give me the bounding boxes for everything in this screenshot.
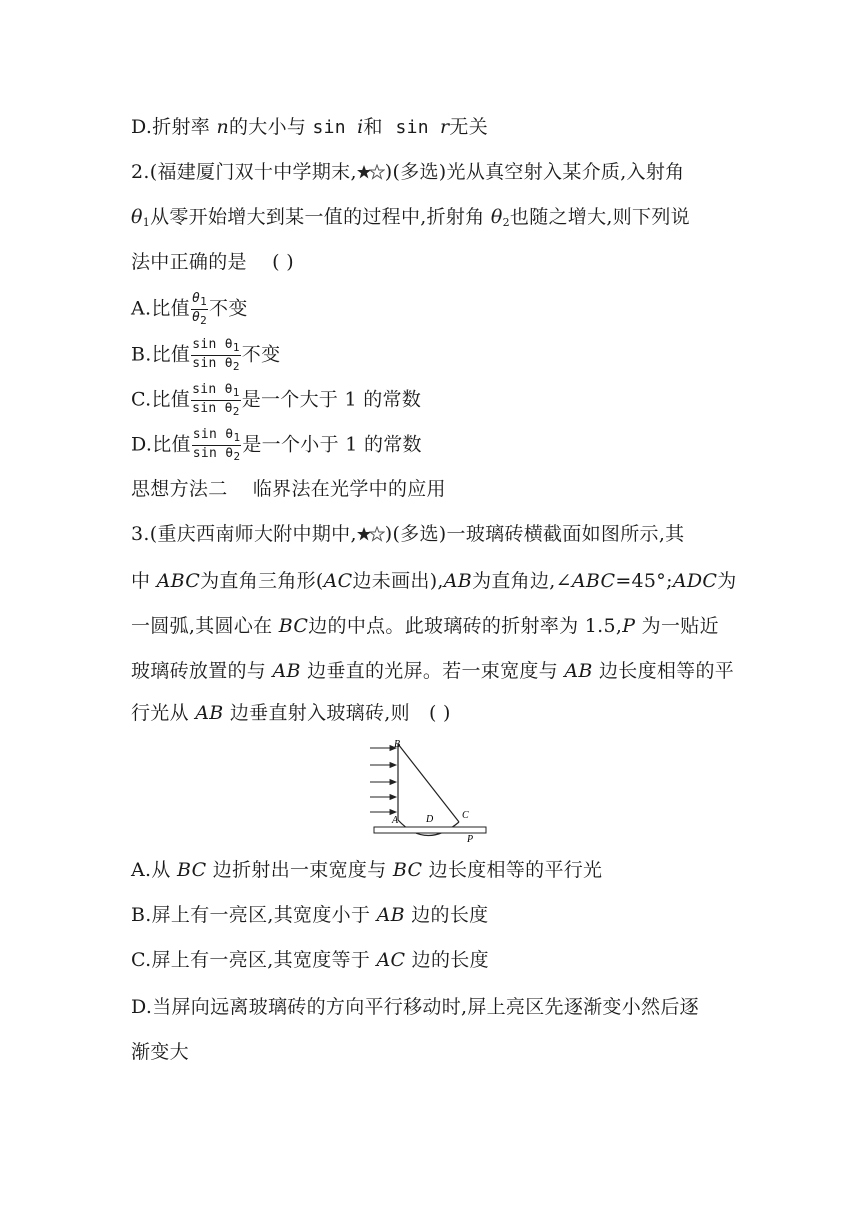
answer-bracket[interactable]: ( ) (428, 702, 451, 724)
text: 边长度相等的平 (592, 660, 735, 682)
difficulty-star-icon (357, 164, 385, 180)
text: 法中正确的是 (131, 251, 247, 273)
text: 边的长度 (404, 904, 489, 926)
sub: 2 (232, 360, 240, 373)
glass-brick-diagram (368, 738, 490, 844)
var: AB (443, 570, 473, 592)
text: 边未画出), (352, 570, 444, 592)
text: 边长度相等的平行光 (422, 859, 603, 881)
label-d: D (426, 814, 434, 825)
q1-option-d[interactable] (131, 113, 488, 142)
text: 为直角三角形( (200, 570, 324, 592)
var: BC (177, 859, 207, 881)
section-heading: 思想方法二 临界法在光学中的应用 (131, 478, 446, 500)
q3-option-c[interactable] (131, 946, 489, 974)
text: 和 (363, 116, 390, 138)
sub: 1 (233, 431, 241, 444)
q3-stem-line1 (131, 520, 684, 548)
denominator: θ (191, 310, 201, 325)
text: )(多选)一玻璃砖横截面如图所示,其 (384, 523, 685, 545)
text: 为一贴近 (635, 615, 719, 637)
q2-option-a[interactable] (131, 291, 248, 328)
incident-light-arrows (370, 746, 396, 815)
q3-stem-line2 (131, 567, 737, 595)
var: ABC (156, 570, 201, 592)
text: 的大小与 (228, 116, 313, 138)
sub: 2 (232, 405, 240, 418)
q3-option-a[interactable] (131, 856, 602, 884)
difficulty-star-icon (357, 526, 385, 542)
var: P (622, 615, 636, 637)
text: 不变 (209, 297, 248, 320)
sub: 2 (502, 216, 510, 229)
theta: θ (131, 206, 143, 228)
answer-bracket[interactable]: ( ) (272, 251, 294, 273)
fraction (192, 427, 242, 464)
sub: 2 (233, 450, 241, 463)
denominator: sin θ (192, 356, 233, 371)
denominator: sin θ (192, 401, 233, 416)
label-a: A (392, 815, 399, 826)
var: AC (376, 949, 406, 971)
text: 是一个小于 1 的常数 (242, 433, 422, 456)
text: A.从 (131, 859, 178, 881)
text: 一圆弧,其圆心在 (131, 615, 279, 637)
numerator: sin θ (192, 427, 234, 442)
sub: 1 (232, 341, 240, 354)
text: C.屏上有一亮区,其宽度等于 (131, 949, 377, 971)
text: 行光从 (131, 702, 196, 724)
text: B.屏上有一亮区,其宽度小于 (131, 904, 377, 926)
sub: 1 (232, 386, 240, 399)
sin-text: sin (395, 117, 441, 138)
fraction (191, 382, 241, 419)
sub: 1 (200, 295, 208, 308)
text: 为直角边,∠ (472, 570, 572, 592)
text: 为 (717, 570, 737, 592)
q3-stem-line5 (131, 699, 451, 727)
text: C.比值 (131, 388, 191, 411)
var-r: r (440, 116, 450, 138)
text: 也随之增大,则下列说 (509, 206, 690, 228)
text: =45°; (615, 570, 673, 592)
text: 从零开始增大到某一值的过程中,折射角 (150, 206, 491, 228)
text: D.折射率 (131, 116, 217, 138)
label-b: B (394, 739, 401, 750)
var: AB (376, 904, 405, 926)
var: AB (564, 660, 593, 682)
var: BC (392, 859, 423, 881)
var: AB (272, 660, 301, 682)
text: A.比值 (131, 297, 190, 320)
var-i: i (357, 116, 364, 138)
text: 中 (131, 570, 157, 592)
text: 边垂直射入玻璃砖,则 (223, 702, 410, 724)
text: )(多选)光从真空射入某介质,入射角 (384, 161, 685, 183)
text: 边垂直的光屏。若一束宽度与 (300, 660, 565, 682)
numerator: sin θ (192, 337, 233, 352)
text: 是一个大于 1 的常数 (241, 388, 422, 411)
sin-text: sin (312, 117, 358, 138)
var: AC (323, 570, 353, 592)
text: 边折射出一束宽度与 (206, 859, 393, 881)
denominator: sin θ (192, 446, 234, 461)
label-c: C (462, 810, 469, 821)
text: 3.(重庆西南师大附中期中, (131, 523, 357, 545)
text: D.比值 (131, 433, 191, 456)
numerator: sin θ (192, 382, 233, 397)
text: 玻璃砖放置的与 (131, 660, 273, 682)
screen-p (374, 827, 486, 833)
var: ABC (571, 570, 616, 592)
q2-option-b[interactable] (131, 337, 280, 374)
q2-stem-line2 (131, 203, 690, 237)
fraction (191, 291, 208, 328)
text: 边的中点。此玻璃砖的折射率为 1.5, (308, 615, 623, 637)
text: 边的长度 (405, 949, 489, 971)
q3-option-d-line2: 渐变大 (131, 1041, 189, 1063)
var: ADC (672, 570, 718, 592)
var: AB (195, 702, 224, 724)
q2-stem-line1 (131, 158, 684, 186)
var-n: n (216, 116, 229, 138)
q3-stem-line4 (131, 657, 734, 685)
q3-option-d-line1[interactable]: D.当屏向远离玻璃砖的方向平行移动时,屏上亮区先逐渐变小然后逐 (131, 996, 699, 1018)
label-p: P (467, 834, 474, 844)
fraction (191, 337, 241, 374)
text: 2.(福建厦门双十中学期末, (131, 161, 357, 183)
text: B.比值 (131, 343, 191, 366)
var: BC (278, 615, 309, 637)
q2-stem-line3 (131, 248, 294, 276)
numerator: θ (191, 291, 201, 306)
sub: 2 (200, 314, 208, 327)
q2-option-d[interactable] (131, 427, 422, 464)
sub: 1 (142, 216, 151, 229)
theta: θ (490, 206, 503, 228)
q2-option-c[interactable] (131, 382, 421, 419)
text: 不变 (241, 343, 281, 366)
q3-stem-line3 (131, 612, 719, 640)
q3-option-b[interactable] (131, 901, 488, 929)
text: 无关 (449, 116, 489, 138)
